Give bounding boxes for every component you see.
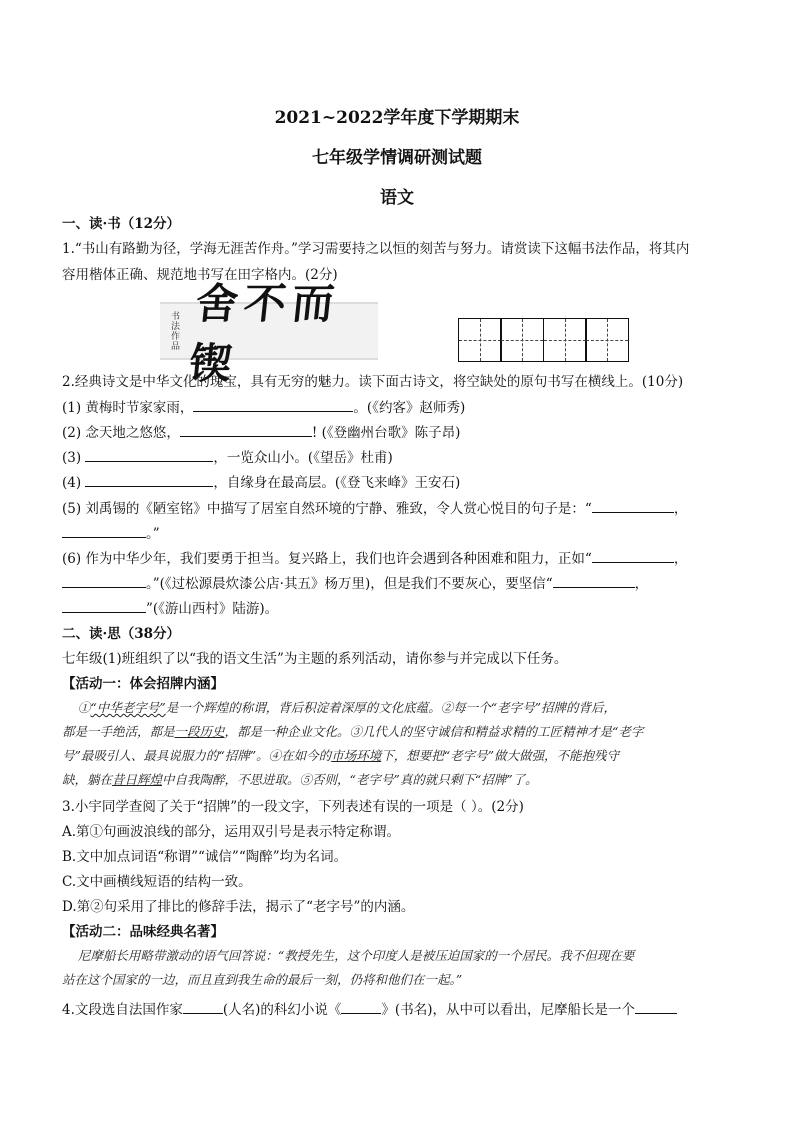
grid-cell[interactable] — [500, 318, 544, 362]
q2-line1: 2.经典诗文是中华文化的瑰宝，具有无穷的魅力。读下面古诗文，将空缺处的原句书写在横线上。(10分) — [62, 374, 684, 390]
activity1-passage — [62, 696, 734, 792]
activity2-passage — [62, 944, 734, 992]
q2-1-text: (1) 黄梅时节家家雨， — [62, 400, 194, 416]
answer-blank[interactable] — [592, 548, 674, 563]
grid-cell[interactable] — [458, 318, 502, 362]
answer-blank[interactable] — [180, 422, 312, 437]
q1-line2: 容用楷体正确、规范地书写在田字格内。(2分) — [62, 267, 338, 283]
answer-blank[interactable] — [553, 573, 635, 588]
calligraphy-text: 舍不而锲 — [187, 279, 343, 388]
q2-6-text: (6) 作为中华少年，我们要勇于担当。复兴路上，我们也许会遇到各种困难和阻力，正如“ — [62, 551, 592, 567]
q2-4-label: (4) — [62, 475, 82, 491]
q3-stem: 3.小宇同学查阅了关于“招牌”的一段文字，下列表述有误的一项是（ ）。(2分) — [62, 799, 524, 815]
q4-text: 4.文段选自法国作家 — [62, 1002, 183, 1018]
q2-item5-line1 — [62, 498, 687, 519]
q2-5-end: 。” — [146, 526, 160, 542]
answer-blank[interactable] — [62, 523, 146, 538]
wavy-underlined-phrase: “中华老字号” — [90, 700, 166, 715]
answer-blank[interactable] — [62, 573, 146, 588]
sentence-marker: ① — [77, 700, 91, 715]
answer-blank[interactable] — [341, 999, 381, 1014]
calligraphy-seal: 书法作品 — [169, 311, 179, 351]
q4-text: 》(书名)，从中可以看出，尼摩船长是一个 — [381, 1002, 635, 1018]
q2-2-source: ! (《登幽州台歌》陈子昂) — [311, 425, 461, 441]
passage-text: 中自我陶醉，不思进取。⑤否则，“老字号”真的就只剩下“招牌”了。 — [162, 772, 538, 787]
passage-text: 都是一手绝活，都是 — [62, 724, 175, 739]
q2-item5-line2 — [62, 523, 160, 544]
q2-5-comma: ， — [673, 501, 688, 517]
grid-cell[interactable] — [585, 318, 629, 362]
passage-text: 号”最吸引人、最具说服力的“招牌”。④在如今的 — [62, 748, 332, 763]
q2-2-text: (2) 念天地之悠悠， — [62, 425, 180, 441]
subject-title: 语文 — [380, 188, 414, 208]
q2-5-text: (5) 刘禹锡的《陋室铭》中描写了居室自然环境的宁静、雅致，令人赏心悦目的句子是：“ — [62, 501, 592, 517]
passage-line — [62, 744, 734, 768]
passage-line — [62, 768, 734, 792]
section2-intro: 七年级(1)班组织了以“我的语文生活”为主题的系列活动，请你参与并完成以下任务。 — [62, 651, 568, 667]
answer-blank[interactable] — [193, 397, 353, 412]
q2-6-source2: ”(《游山西村》陆游)。 — [146, 601, 279, 617]
answer-blank[interactable] — [62, 598, 146, 613]
section1-heading: 一、读·书（12分） — [62, 216, 180, 232]
passage-text: 下，想要把“老字号”做大做强，不能抱残守 — [381, 748, 619, 763]
passage-line — [62, 968, 734, 992]
answer-blank[interactable] — [85, 472, 213, 487]
answer-blank[interactable] — [85, 447, 213, 462]
q2-item2 — [62, 422, 460, 443]
passage-text: 尼摩船长用略带激动的语气回答说：“教授先生，这个印度人是被压迫国家的一个居民。我不但现在要 — [77, 948, 635, 963]
q2-6-comma: ， — [673, 551, 688, 567]
q2-4-text: ，自缘身在最高层。(《登飞来峰》王安石) — [213, 475, 461, 491]
q3-option-a[interactable]: A.第①句画波浪线的部分，运用双引号是表示特定称谓。 — [62, 824, 401, 840]
underlined-phrase: 一段历史 — [174, 724, 225, 739]
passage-line — [62, 696, 734, 720]
passage-text: ，都是一种企业文化。③几代人的坚守诚信和精益求精的工匠精神才是“老字 — [224, 724, 644, 739]
writing-grid[interactable] — [459, 318, 629, 362]
passage-line — [62, 720, 734, 744]
q2-3-label: (3) — [62, 450, 82, 466]
q3-option-d[interactable]: D.第②句采用了排比的修辞手法，揭示了“老字号”的内涵。 — [62, 899, 415, 915]
answer-blank[interactable] — [635, 999, 677, 1014]
q2-6-source1: 。”(《过松源晨炊漆公店·其五》杨万里)，但是我们不要灰心，要坚信“ — [146, 576, 553, 592]
q2-item6-line1 — [62, 548, 687, 569]
q2-item1 — [62, 397, 465, 418]
section2-heading: 二、读·思（38分） — [62, 626, 180, 642]
exam-title: 2021~2022学年度下学期期末 — [274, 108, 520, 128]
q2-1-source: 。(《约客》赵师秀) — [353, 400, 466, 416]
calligraphy-image — [160, 279, 378, 388]
q2-item6-line3 — [62, 598, 278, 619]
passage-text: 缺，躺在 — [62, 772, 113, 787]
q4-text: (人名)的科幻小说《 — [222, 1002, 342, 1018]
answer-blank[interactable] — [183, 999, 223, 1014]
q2-3-text: ，一览众山小。(《望岳》杜甫) — [213, 450, 393, 466]
grid-cell[interactable] — [543, 318, 587, 362]
underlined-phrase: 昔日辉煌 — [112, 772, 163, 787]
passage-text: 是一个辉煌的称谓，背后积淀着深厚的文化底蕴。②每一个“老字号”招牌的背后， — [165, 700, 616, 715]
passage-text: 站在这个国家的一边，而且直到我生命的最后一刻，仍将和他们在一起。” — [62, 972, 463, 987]
answer-blank[interactable] — [592, 498, 674, 513]
q4-stem — [62, 999, 677, 1020]
q2-item4 — [62, 472, 460, 493]
q1-line1: 1.“书山有路勤为径，学海无涯苦作舟。”学习需要持之以恒的刻苦与努力。请赏读下这幅书法作品，将其内 — [62, 241, 690, 257]
q2-item6-line2 — [62, 573, 648, 594]
activity2-heading: 【活动二：品味经典名著】 — [62, 924, 224, 940]
q2-6-comma2: ， — [634, 576, 649, 592]
underlined-phrase: 市场环境 — [331, 748, 382, 763]
q2-item3 — [62, 447, 393, 468]
q3-option-b[interactable]: B.文中加点词语“称谓”“诚信”“陶醉”均为名词。 — [62, 849, 348, 865]
exam-subtitle: 七年级学情调研测试题 — [312, 148, 482, 168]
q3-option-c[interactable]: C.文中画横线短语的结构一致。 — [62, 874, 252, 890]
passage-line — [62, 944, 734, 968]
activity1-heading: 【活动一：体会招牌内涵】 — [62, 676, 224, 692]
